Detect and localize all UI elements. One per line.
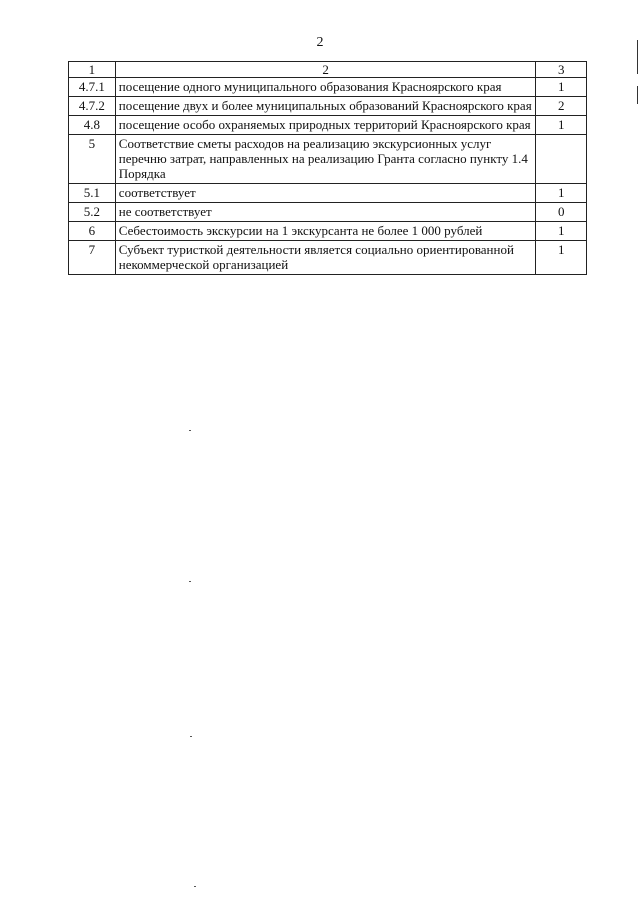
table-row xyxy=(69,203,587,222)
table-row xyxy=(69,184,587,203)
row-number: 6 xyxy=(69,222,116,241)
table-header-row xyxy=(69,62,587,78)
row-number: 7 xyxy=(69,241,116,275)
row-score: 1 xyxy=(536,78,587,97)
header-cell-score: 3 xyxy=(536,62,587,78)
row-description: посещение двух и более муниципальных образований Красноярского края xyxy=(115,97,536,116)
row-score xyxy=(536,135,587,184)
row-description: посещение одного муниципального образования Красноярского края xyxy=(115,78,536,97)
row-number: 5.1 xyxy=(69,184,116,203)
header-cell-description: 2 xyxy=(115,62,536,78)
row-score: 1 xyxy=(536,241,587,275)
row-score: 1 xyxy=(536,222,587,241)
row-description: соответствует xyxy=(115,184,536,203)
scan-speck xyxy=(189,430,191,431)
scan-edge-mark xyxy=(637,86,638,104)
table-row xyxy=(69,116,587,135)
row-number: 5 xyxy=(69,135,116,184)
row-number: 4.8 xyxy=(69,116,116,135)
row-description: не соответствует xyxy=(115,203,536,222)
row-score: 0 xyxy=(536,203,587,222)
row-description: Субъект туристкой деятельности является социально ориентированной некоммерческой организацией xyxy=(115,241,536,275)
row-score: 2 xyxy=(536,97,587,116)
row-number: 4.7.2 xyxy=(69,97,116,116)
row-description: Себестоимость экскурсии на 1 экскурсанта не более 1 000 рублей xyxy=(115,222,536,241)
table-row xyxy=(69,222,587,241)
scan-speck xyxy=(189,581,191,582)
scan-edge-mark xyxy=(637,40,638,74)
table-row xyxy=(69,135,587,184)
row-score: 1 xyxy=(536,116,587,135)
criteria-table xyxy=(68,61,587,275)
row-number: 5.2 xyxy=(69,203,116,222)
table-row xyxy=(69,97,587,116)
row-number: 4.7.1 xyxy=(69,78,116,97)
header-cell-number: 1 xyxy=(69,62,116,78)
row-description: посещение особо охраняемых природных территорий Красноярского края xyxy=(115,116,536,135)
table-row xyxy=(69,241,587,275)
table-row xyxy=(69,78,587,97)
scan-speck xyxy=(194,886,196,887)
scan-speck xyxy=(190,736,192,737)
page-number: 2 xyxy=(316,35,324,50)
row-description: Соответствие сметы расходов на реализацию экскурсионных услуг перечню затрат, направленных на реализацию Гранта согласно пункту 1.4 Порядка xyxy=(115,135,536,184)
row-score: 1 xyxy=(536,184,587,203)
